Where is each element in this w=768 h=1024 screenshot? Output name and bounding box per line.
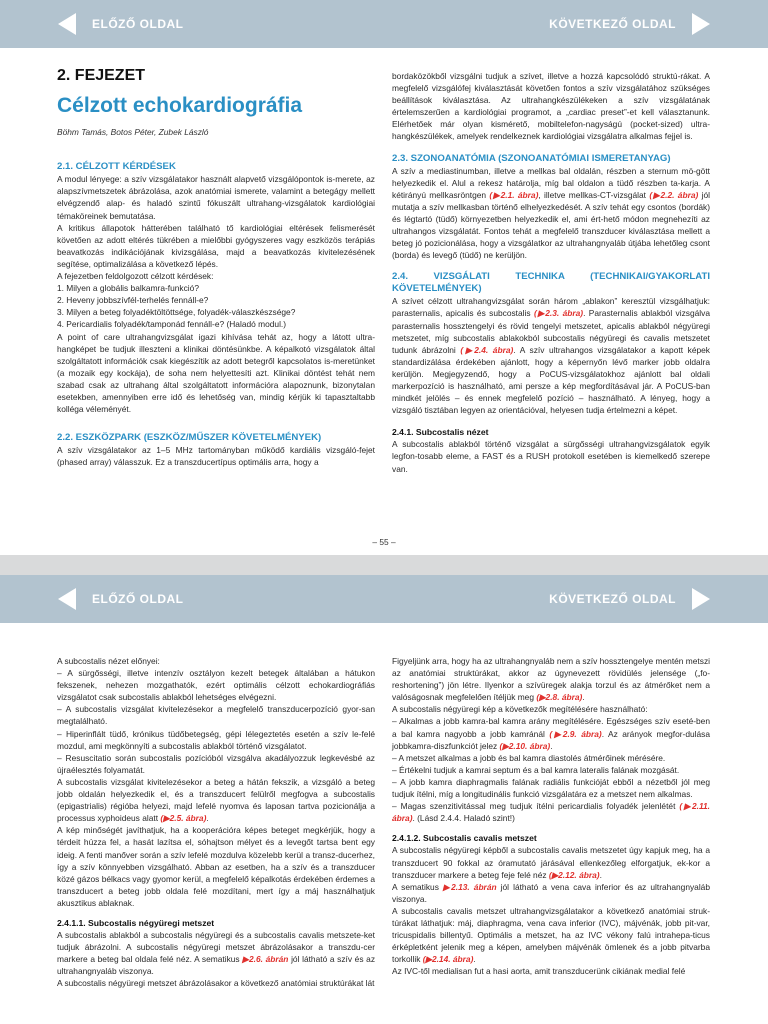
figure-reference-link[interactable]: (▶2.14. ábra): [422, 954, 474, 965]
paragraph: A subcostalis négyüregi metszet ábrázolásakor a következő anatómiai struktúrákat lát: [57, 978, 375, 989]
right-column: [392, 70, 710, 475]
figure-reference-link[interactable]: (▶2.8. ábra): [536, 692, 583, 703]
list-item: 2. Heveny jobbszívfél-terhelés fennáll-e?: [57, 295, 209, 306]
page-number: – 55 –: [372, 537, 396, 547]
paragraph: A point of care ultrahangvizsgálat igazi kihívása tehát az, hogy a látott ultra-hangképet be tudjuk illeszteni a klinikai döntésünkbe. A képalkotó vizsgálatok által szolgáltatott információk csak kiegészítik az adott betegről kapcsolatos is-meretünket (a mozaik egy kockája), de soha nem helyettesíti azt. Klinikai döntést tehát nem szabad csak az ultrahang által szolgáltatott információra alapoznunk, bizonytalan esetekben, amennyiben erre idő és lehetőség van, mindig kérjük ki tapasztaltabb kolléga véleményét.: [57, 331, 375, 415]
arrow-right-icon: [692, 588, 710, 610]
figure-reference-link[interactable]: (▶2.3. ábra): [533, 308, 584, 319]
subsection-heading: 2.4.1.2. Subcostalis cavalis metszet: [392, 833, 537, 844]
navigation-bar: [0, 575, 768, 623]
previous-page-label: ELŐZŐ OLDAL: [92, 17, 184, 31]
subsection-heading: 2.4.1.1. Subcostalis négyüregi metszet: [57, 917, 215, 928]
paragraph: A subcostalis nézet előnyei:: [57, 656, 160, 666]
list-item: – Értékelni tudjuk a kamrai septum és a bal kamra lateralis falának mozgását.: [392, 764, 680, 775]
list-item: 3. Milyen a beteg folyadéktöltöttsége, folyadék-válaszkészsége?: [57, 307, 296, 318]
paragraph: A subcostalis négyüregi kép a következők megítélésére használható:: [392, 704, 648, 715]
next-page-button[interactable]: [549, 575, 710, 623]
arrow-right-icon: [692, 13, 710, 35]
section-heading: 2.4. VIZSGÁLATI TECHNIKA (TECHNIKAI/GYAKORLATI KÖVETELMÉNYEK): [392, 271, 710, 295]
left-column: [57, 655, 375, 990]
section-heading: 2.3. SZONOANATÓMIA (SZONOANATÓMIAI ISMERETANYAG): [392, 152, 671, 164]
list-item: – Hiperinflált tüdő, krónikus tüdőbetegség, gépi lélegeztetés esetén a szív le-felé mozdul, ami megkönnyíti a subcostalis ablakból történő vizsgálatot.: [57, 728, 375, 751]
figure-reference-link[interactable]: (▶2.9. ábra): [549, 728, 602, 739]
list-item: – Magas szenzitivitással meg tudjuk ítélni pericardialis folyadék jelenlétét (▶2.11. ábra). (Lásd 2.4.4. Haladó szint!): [392, 801, 711, 824]
list-item: – Alkalmas a jobb kamra-bal kamra arány megítélésére. Egészséges szív eseté-ben a bal kamra nagyobb a jobb kamránál (▶2.9. ábra). Az arányok megfor-dulása jobbkamra-diszfunkciót jelez (▶2.10. ábra).: [392, 716, 710, 751]
paragraph: A kritikus állapotok hátterében található tő kardiológiai eltérések felismerését követően az adott eltérés tükrében a mielőbbi gyógyszeres vagy eszközös terápiás beavatkozás indikációjának kivizsgálása, majd a beavatkozás kivitelezésének segítése, optimalizálása a következő lépés.: [57, 222, 375, 269]
figure-reference-link[interactable]: (▶2.1. ábra): [489, 189, 539, 200]
list-item: – A jobb kamra diaphragmalis falának radiális funkcióját ebből a nézetből jól meg tudjuk ítélni, míg a longitudinális funkció vizsgálatára ez a metszet nem alkalmas.: [392, 776, 710, 800]
paragraph: A subcostalis vizsgálat kivitelezésekor a beteg a hátán fekszik, a vizsgáló a beteg jobb oldalán helyezkedik el, és a transzducert felülről megfogva a subcostalis (epigastrialis) régióba helyezi, majd lefelé nyomva és laposan tartva pozicionálja a processus xyphoideus alatt (▶2.5. ábra).: [57, 776, 375, 824]
paragraph: A modul lényege: a szív vizsgálatakor használt alapvető vizsgálópontok is-merete, az alapszívmetszetek ábrázolása, azok anatómiai ismerete, valamint a betegágy mellett elvégzendő alap- és haladó szintű fókuszált ultrahang-vizsgálatok kardiológiai témaköreinek bemutatása.: [57, 174, 375, 221]
next-page-button[interactable]: [549, 0, 710, 48]
figure-reference-link[interactable]: ▶2.13. ábrán: [442, 881, 497, 892]
list-item: 1. Milyen a globális balkamra-funkció?: [57, 283, 199, 294]
document-page-56: [0, 575, 768, 1024]
arrow-left-icon: [58, 588, 76, 610]
paragraph: A kép minőségét javíthatjuk, ha a kooperációra képes beteget megkérjük, hogy a térdeit húzza fel, a hasát lazítsa el, sóhajtson mélyet és a levegőt tartsa bent egy ideig. A fenti manőver során a szív lefelé mozdulva közelebb kerül a transz-ducerhez, így a szív könnyebben vizsgálható. Abban az esetben, ha a szív és a transzducer közé gázos bélkacs vagy gyomor kerül, a megfelelő képalkotás érdekében érdemes a transzducert a beteg jobb oldala felé mozdítani, mert így a máj használhatjuk akusztikus ablaknak.: [57, 825, 375, 908]
previous-page-button[interactable]: [58, 0, 184, 48]
list-item: 4. Pericardialis folyadék/tamponád fennáll-e? (Haladó modul.): [57, 319, 287, 330]
section-heading: 2.2. ESZKÖZPARK (ESZKÖZ/MŰSZER KÖVETELMÉNYEK): [57, 432, 322, 444]
chapter-number: 2. FEJEZET: [57, 67, 146, 84]
authors: Böhm Tamás, Botos Péter, Zubek László: [57, 127, 209, 138]
list-item: – A metszet alkalmas a jobb és bal kamra diastolés átmérőinek mérésére.: [392, 752, 666, 763]
figure-reference-link[interactable]: (▶2.5. ábra): [160, 813, 207, 824]
paragraph: Az IVC-től medialisan fut a hasi aorta, amit transzducerünk cikiának medial felé: [392, 966, 686, 977]
paragraph: A subcostalis ablakból a subcostalis négyüregi és a subcostalis cavalis metszete-ket tudjuk ábrázolni. A subcostalis négyüregi metszet ábrázolásakor a transzdu-cer markere a beteg bal oldala felé néz. A sematikus ▶2.6. ábrán jól látható a szív és az ultrahangnyaláb viszonya.: [57, 930, 376, 977]
figure-reference-link[interactable]: ▶2.6. ábrán: [242, 954, 289, 965]
list-item: – A sürgősségi, illetve intenzív osztályon kezelt betegek általában a hátukon fekszenek, nehezen mozgathatók, ezért optimális célzott echokardiográfiás vizsgálatot csak subcostalis ablakból lehetséges elvégezni.: [57, 668, 375, 703]
figure-reference-link[interactable]: (▶2.2. ábra): [649, 189, 699, 200]
arrow-left-icon: [58, 13, 76, 35]
list-item: – A subcostalis vizsgálat kivitelezésekor a megfelelő transzducerpozíció gyor-san megtalálható.: [57, 704, 375, 727]
subsection-heading: 2.4.1. Subcostalis nézet: [392, 427, 489, 438]
paragraph: Figyeljünk arra, hogy ha az ultrahangnyaláb nem a szív hossztengelye mentén metszi az anatómiai struktúrákat, akkor az úgynevezett rövidülés jelensége („fo-reshortening”) jön létre. Ilyenkor a szívüregek alakja torzul és az átmérőket nem a valóságosnak megfelelően ítéljük meg (▶2.8. ábra).: [392, 656, 710, 703]
figure-reference-link[interactable]: (▶2.10. ábra): [499, 740, 551, 751]
paragraph: A subcostalis ablakból történő vizsgálat a sürgősségi ultrahangvizsgálatok egyik legfon-tosabb eleme, a FAST és a RUSH protokoll esetében is kiemelkedő szerepe van.: [392, 439, 710, 474]
chapter-title: Célzott echokardiográfia: [57, 94, 303, 118]
section-heading: 2.1. CÉLZOTT KÉRDÉSEK: [57, 161, 176, 173]
previous-page-label: ELŐZŐ OLDAL: [92, 592, 184, 606]
left-column: [57, 67, 375, 468]
next-page-label: KÖVETKEZŐ OLDAL: [549, 592, 676, 606]
paragraph: A subcostalis cavalis metszet ultrahangvizsgálatakor a következő anatómiai struk-túrákat láthatjuk: máj, diaphragma, vena cava inferior (IVC), májvénák, jobb pit-var, tricuspidalis billentyű. Optimális a metszet, ha az IVC vékony falú intrahepa-ticus érképletként jelenik meg a képen, amelyben májvénák ömlenek és a jobb pitvarba torkollik (▶2.14. ábra).: [392, 905, 710, 965]
paragraph: A szív a mediastinumban, illetve a mellkas bal oldalán, részben a sternum mö-gött helyezkedik el. Alul a rekesz határolja, míg bal oldalon a tüdő részben ta-karja. A kétirányú mellkasröntgen (▶2.1. ábra), illetve mellkas-CT-vizsgálat (▶2.2. ábra) jól mutatja a szív mellkasban történő elhelyezkedését. A szív tehát egy csontos (bordák) és légtartó (tüdő) környezetben helyezkedik el, ami ért-hető módon megnehezíti az ultrahangos vizsgálatát. Fontos tehát a megfelelő transzducer kiválasztása mellett a beteg jó pozicionálása, hogy a vizsgálatkor az ultrahangnyaláb útjába lehetőleg csont (borda) és levegő (tüdő) ne kerüljön.: [392, 165, 710, 261]
paragraph: A subcostalis négyüregi képből a subcostalis cavalis metszetet úgy kapjuk meg, ha a transzducert 90 fokkal az óramutató járásával ellenkezőleg elforgatjuk, ek-kor a transzducer markere a beteg feje felé néz (▶2.12. ábra).: [392, 845, 710, 880]
paragraph: A szív vizsgálatakor az 1–5 MHz tartományban működő kardiális vizsgáló-fejet (phased array) válasszuk. Ez a transzducertípus optimális arra, hogy a: [57, 445, 375, 468]
figure-reference-link[interactable]: (▶2.11. ábra): [392, 801, 711, 824]
paragraph: A fejezetben feldolgozott célzott kérdések:: [57, 271, 214, 282]
navigation-bar: [0, 0, 768, 48]
paragraph: bordaközökből vizsgálni tudjuk a szívet, illetve a hozzá kapcsolódó struktú-rákat. A megfelelő vizsgálófej kiválasztását követően fontos a szív vizsgálatához szükséges beállítások kiválasztása. Az ultrahangkészülékeken a szív vizsgálatának értelemszerűen a kardiológiai programot, a „cardiac preset”-et kell választanunk. Elérhetőek már olyan kismérető, mobiltelefon-nagyságú (pocket-sized) ultra-hangkészülékek, amelyek rendelkeznek kardiológiai vizsgálatra alkalmas fejjel is.: [392, 71, 710, 142]
paragraph: A sematikus ▶2.13. ábrán jól látható a vena cava inferior és az ultrahangnyaláb viszonya.: [392, 881, 710, 904]
next-page-label: KÖVETKEZŐ OLDAL: [549, 17, 676, 31]
figure-reference-link[interactable]: (▶2.4. ábra): [460, 344, 514, 355]
paragraph: A szívet célzott ultrahangvizsgálat során három „ablakon” keresztül vizsgálhatjuk: parasternalis, apicalis és subcostalis (▶2.3. ábra). Parasternalis ablakból vizsgálva parasternalis hossztengelyi és rövid tengelyi metszetet, apicalis ablakból négyüregi metszetet, míg subcostalis ablakokból subcostalis négyüregi és cavalis metszetet tudunk ábrázolni (▶2.4. ábra). A szív ultrahangos vizsgálatakor a kapott képek standardizálása érdekében ajánlott, hogy a képernyőn lévő marker jobb oldalra kerüljön. Megjegyzendő, hogy a PoCUS-vizsgálatokhoz ajánlott bal oldali markerpozíció is használható, ami persze a kép megfordításával jár. A PoCUS-ban mindkét jelölés – és ennek megfelelő pozíció – használható. A lényeg, hogy a vizsgáló tisztában legyen az orientációval, helyesen tudja értelmezni a képet.: [392, 296, 710, 416]
figure-reference-link[interactable]: (▶2.12. ábra): [548, 869, 600, 880]
right-column: [392, 655, 710, 977]
list-item: – Resuscitatio során subcostalis pozícióból vizsgálva akadályozzuk legkevésbé az újraélesztés folyamatát.: [57, 752, 375, 775]
previous-page-button[interactable]: [58, 575, 184, 623]
